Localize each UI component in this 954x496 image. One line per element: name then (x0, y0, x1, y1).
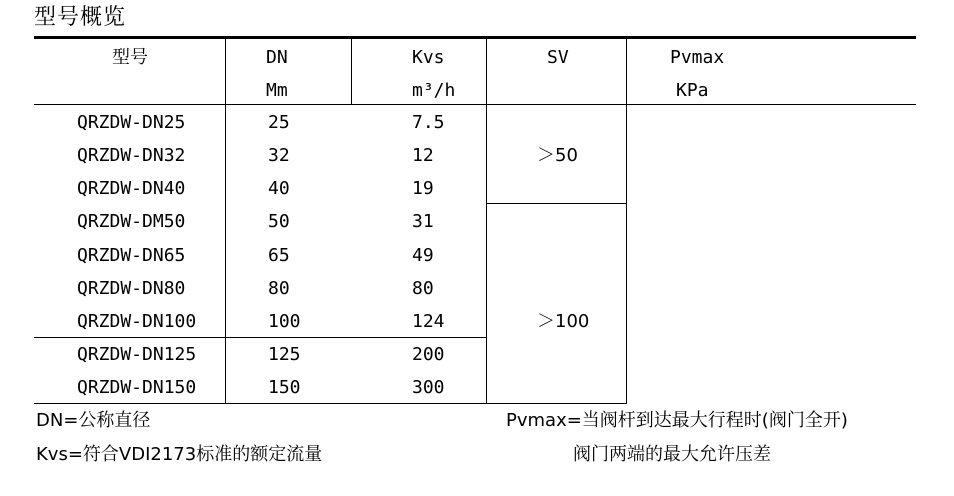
row-6-model: QRZDW-DN80 (77, 278, 186, 299)
header-dn: DN (266, 47, 288, 68)
header-pvmax: Pvmax (670, 47, 725, 68)
col-divider-3 (486, 38, 487, 404)
note-pvmax-line1: Pvmax=当阀杆到达最大行程时(阀门全开) (506, 410, 848, 431)
col-divider-1 (225, 38, 226, 404)
row-8-model: QRZDW-DN125 (77, 344, 197, 365)
group-rule-1 (34, 337, 486, 338)
row-5-model: QRZDW-DN65 (77, 245, 186, 266)
sv-group-rule (486, 203, 626, 204)
sv-group-2: ＞100 (537, 311, 590, 332)
row-1-kvs: 7.5 (412, 112, 445, 133)
col-divider-4 (626, 38, 627, 404)
note-dn: DN=公称直径 (36, 410, 151, 431)
header-bottom-rule (34, 104, 916, 105)
row-5-kvs: 49 (412, 245, 434, 266)
row-4-dn: 50 (268, 211, 290, 232)
row-3-dn: 40 (268, 178, 290, 199)
row-3-model: QRZDW-DN40 (77, 178, 186, 199)
table-bottom-rule (34, 403, 626, 404)
row-2-kvs: 12 (412, 145, 434, 166)
row-8-kvs: 200 (412, 344, 445, 365)
row-7-model: QRZDW-DN100 (77, 311, 197, 332)
header-kvs: Kvs (412, 47, 445, 68)
row-2-dn: 32 (268, 145, 290, 166)
header-kvs-unit: m³/h (412, 80, 456, 101)
row-9-kvs: 300 (412, 377, 445, 398)
sv-group-1: ＞50 (537, 145, 578, 166)
note-kvs: Kvs=符合VDI2173标准的额定流量 (36, 444, 323, 465)
row-5-dn: 65 (268, 245, 290, 266)
col-divider-2 (351, 38, 352, 105)
row-3-kvs: 19 (412, 178, 434, 199)
row-9-dn: 150 (268, 377, 301, 398)
row-4-model: QRZDW-DM50 (77, 211, 186, 232)
header-pvmax-unit: KPa (676, 80, 709, 101)
row-6-kvs: 80 (412, 278, 434, 299)
row-8-dn: 125 (268, 344, 301, 365)
header-dn-unit: Mm (266, 80, 288, 101)
row-6-dn: 80 (268, 278, 290, 299)
row-4-kvs: 31 (412, 211, 434, 232)
row-1-dn: 25 (268, 112, 290, 133)
row-1-model: QRZDW-DN25 (77, 112, 186, 133)
table-top-rule (34, 36, 916, 39)
header-sv: SV (547, 47, 569, 68)
header-model: 型号 (112, 47, 148, 68)
row-7-kvs: 124 (412, 311, 445, 332)
section-title: 型号概览 (34, 5, 127, 30)
row-9-model: QRZDW-DN150 (77, 377, 197, 398)
row-2-model: QRZDW-DN32 (77, 145, 186, 166)
note-pvmax-line2: 阀门两端的最大允许压差 (573, 444, 771, 465)
row-7-dn: 100 (268, 311, 301, 332)
